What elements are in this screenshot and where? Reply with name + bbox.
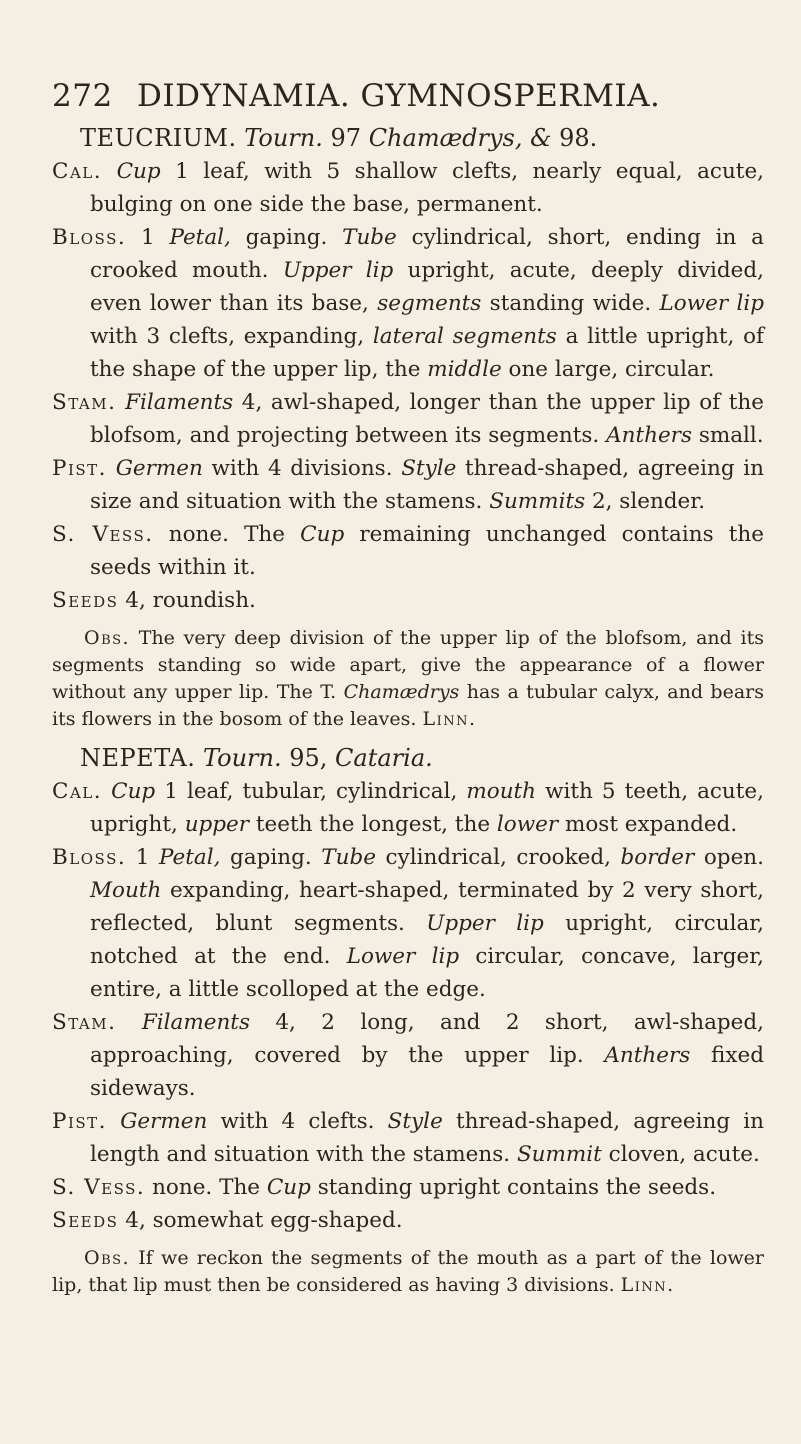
term: Tube bbox=[342, 225, 397, 250]
ref-and: & bbox=[530, 124, 552, 152]
text: 4, somewhat egg-shaped. bbox=[118, 1208, 403, 1233]
term: Anthers bbox=[604, 1043, 691, 1068]
text: with 4 divisions. bbox=[202, 456, 402, 481]
text: with 5 teeth, acute, upright, bbox=[90, 779, 764, 837]
calyx-paragraph bbox=[52, 775, 764, 841]
term: segments bbox=[377, 291, 482, 316]
seeds-paragraph bbox=[52, 584, 764, 617]
ref-number: 97 bbox=[330, 124, 362, 152]
text: cylindrical, short, ending in a crooked mouth. bbox=[90, 225, 764, 283]
term: upper bbox=[184, 812, 250, 837]
term: Germen bbox=[115, 456, 203, 481]
genus-entry-teucrium bbox=[52, 122, 764, 733]
text: upright, acute, deeply divided, even lower than its base, bbox=[90, 258, 764, 316]
term: Cup bbox=[116, 159, 161, 184]
text: has a tubular calyx, and bears its flowers in the bosom of the leaves. bbox=[52, 681, 764, 730]
term: middle bbox=[427, 357, 502, 382]
text: standing upright contains the seeds. bbox=[310, 1175, 717, 1200]
calyx-paragraph bbox=[52, 155, 764, 221]
term: Chamædrys bbox=[343, 681, 460, 703]
text: thread-shaped, agreeing in size and situation with the stamens. bbox=[90, 456, 764, 514]
observation-note bbox=[52, 625, 764, 733]
term: Tube bbox=[321, 845, 376, 870]
genus-name: TEUCRIUM. bbox=[80, 124, 237, 152]
text: a little upright, of the shape of the upper lip, the bbox=[90, 324, 765, 382]
term: Cup bbox=[300, 522, 345, 547]
text: 2, slender. bbox=[585, 489, 706, 514]
term: Cup bbox=[111, 779, 156, 804]
term: Summits bbox=[489, 489, 586, 514]
term: Petal, bbox=[159, 845, 221, 870]
text: cloven, acute. bbox=[601, 1142, 760, 1167]
text: gaping. bbox=[230, 225, 343, 250]
text: none. The bbox=[153, 522, 301, 547]
term: Mouth bbox=[90, 878, 162, 903]
text: with 3 clefts, expanding, bbox=[90, 324, 373, 349]
term: Filaments bbox=[125, 390, 234, 415]
text: gaping. bbox=[220, 845, 322, 870]
text: 4, roundish. bbox=[118, 588, 256, 613]
blossom-label: Bloss. bbox=[52, 845, 127, 870]
text: If we reckon the segments of the mouth as a part of the lower lip, that lip must then be considered as having 3 divisions. bbox=[52, 1247, 764, 1296]
text: circular, concave, larger, entire, a little scolloped at the edge. bbox=[90, 944, 764, 1002]
page-number: 272 bbox=[52, 78, 113, 114]
text: 4, 2 long, and 2 short, awl-shaped, approaching, covered by the upper lip. bbox=[90, 1010, 765, 1068]
genus-heading bbox=[52, 122, 764, 155]
pistil-label: Pist. bbox=[52, 456, 108, 481]
genus-name: NEPETA. bbox=[80, 744, 196, 772]
text: none. The bbox=[145, 1175, 267, 1200]
pistil-paragraph bbox=[52, 1105, 764, 1171]
text: one large, circular. bbox=[501, 357, 715, 382]
text: open. bbox=[694, 845, 764, 870]
seed-vessel-paragraph bbox=[52, 518, 764, 584]
term: Summit bbox=[516, 1142, 602, 1167]
stamens-paragraph bbox=[52, 386, 764, 452]
text: The very deep division of the upper lip of the blofsom, and its segments standing so wide apart, give the appearance of a flower without any upper lip. The T. bbox=[52, 627, 764, 703]
author-attribution: Linn. bbox=[422, 708, 477, 730]
genus-heading bbox=[52, 742, 764, 775]
term: border bbox=[620, 845, 695, 870]
text: with 4 clefts. bbox=[207, 1109, 388, 1134]
term: lateral segments bbox=[372, 324, 557, 349]
term: Cup bbox=[266, 1175, 311, 1200]
term: Style bbox=[387, 1109, 443, 1134]
term: Anthers bbox=[606, 423, 692, 448]
text: thread-shaped, agreeing in length and situation with the stamens. bbox=[90, 1109, 764, 1167]
genus-entry-nepeta bbox=[52, 742, 764, 1299]
obs-label: Obs. bbox=[84, 1247, 131, 1269]
term: Petal, bbox=[169, 225, 231, 250]
running-header bbox=[52, 78, 752, 114]
text: upright, circular, notched at the end. bbox=[90, 911, 765, 969]
calyx-label: Cal. bbox=[52, 779, 103, 804]
ref-number: 95, bbox=[289, 744, 328, 772]
seeds-label: Seeds bbox=[52, 1208, 119, 1233]
ref-author: Tourn. bbox=[202, 744, 282, 772]
text: standing wide. bbox=[481, 291, 660, 316]
text: 1 leaf, with 5 shallow clefts, nearly equal, acute, bulging on one side the base, permanent. bbox=[90, 159, 764, 217]
running-title: DIDYNAMIA. GYMNOSPERMIA. bbox=[137, 78, 661, 114]
seed-vessel-label: S. Vess. bbox=[52, 522, 154, 547]
term: Germen bbox=[120, 1109, 208, 1134]
text: remaining unchanged contains the seeds within it. bbox=[90, 522, 764, 580]
author-attribution: Linn. bbox=[620, 1274, 675, 1296]
observation-note bbox=[52, 1245, 764, 1299]
ref-number-2: 98. bbox=[559, 124, 598, 152]
text: 1 bbox=[126, 225, 170, 250]
stamens-label: Stam. bbox=[52, 1010, 117, 1035]
seed-vessel-paragraph bbox=[52, 1171, 764, 1204]
ref-species: Chamædrys, bbox=[368, 124, 523, 152]
stamens-label: Stam. bbox=[52, 390, 117, 415]
pistil-paragraph bbox=[52, 452, 764, 518]
term: Lower lip bbox=[659, 291, 764, 316]
term: Upper lip bbox=[282, 258, 394, 283]
stamens-paragraph bbox=[52, 1006, 764, 1105]
ref-author: Tourn. bbox=[244, 124, 323, 152]
blossom-paragraph bbox=[52, 221, 764, 386]
term: Filaments bbox=[141, 1010, 250, 1035]
ref-species: Cataria. bbox=[335, 744, 433, 772]
term: Lower lip bbox=[346, 944, 460, 969]
text: most expanded. bbox=[558, 812, 738, 837]
text: fixed sideways. bbox=[90, 1043, 764, 1101]
term: Upper lip bbox=[426, 911, 544, 936]
text: 1 bbox=[126, 845, 160, 870]
text: 4, awl-shaped, longer than the upper lip of the blofsom, and projecting between its segments. bbox=[90, 390, 764, 448]
text: teeth the longest, the bbox=[249, 812, 497, 837]
term: lower bbox=[496, 812, 559, 837]
obs-label: Obs. bbox=[84, 627, 131, 649]
text: cylindrical, crooked, bbox=[375, 845, 621, 870]
text: expanding, heart-shaped, terminated by 2 very short, reflected, blunt segments. bbox=[90, 878, 764, 936]
blossom-label: Bloss. bbox=[52, 225, 127, 250]
pistil-label: Pist. bbox=[52, 1109, 108, 1134]
seeds-label: Seeds bbox=[52, 588, 119, 613]
term: mouth bbox=[466, 779, 537, 804]
blossom-paragraph bbox=[52, 841, 764, 1006]
seed-vessel-label: S. Vess. bbox=[52, 1175, 146, 1200]
term: Style bbox=[401, 456, 457, 481]
text: small. bbox=[691, 423, 764, 448]
calyx-label: Cal. bbox=[52, 159, 103, 184]
seeds-paragraph bbox=[52, 1204, 764, 1237]
text: 1 leaf, tubular, cylindrical, bbox=[155, 779, 467, 804]
